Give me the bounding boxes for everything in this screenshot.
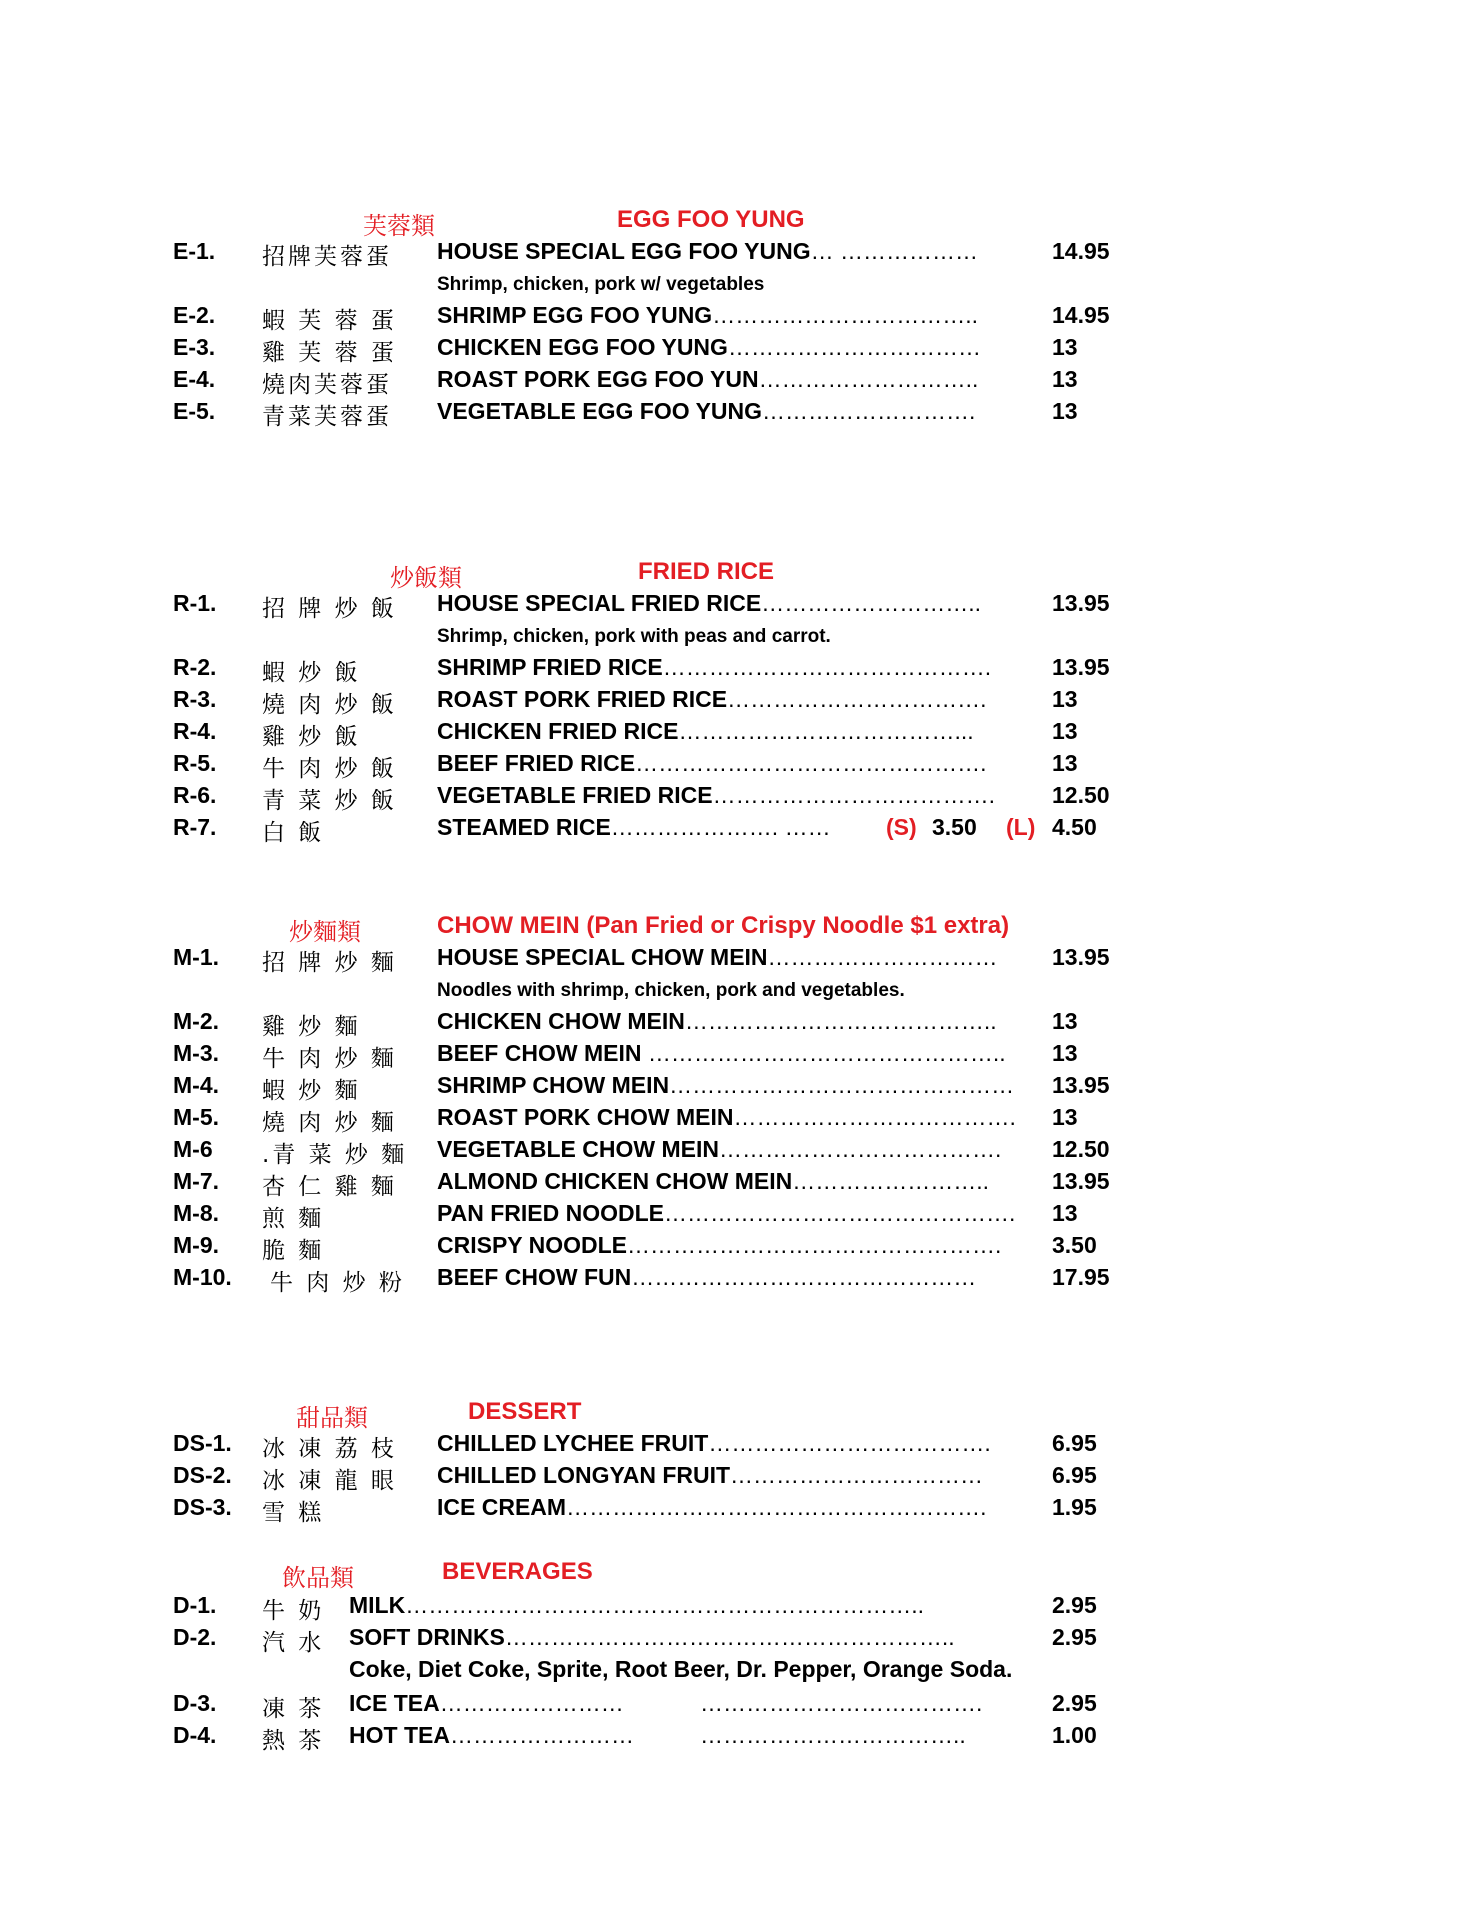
- item-price: 12.50: [1052, 782, 1110, 808]
- item-cn-name: 雞 芙 蓉 蛋: [262, 340, 397, 366]
- menu-item: [0, 1592, 1484, 1624]
- small-size-label: (S): [886, 814, 917, 840]
- dessert-heading-cn: 甜品類: [296, 1404, 368, 1432]
- item-cn-name: 招 牌 炒 麵: [262, 950, 397, 976]
- item-cn-name: 牛 肉 炒 飯: [262, 756, 397, 782]
- item-code: E-5.: [173, 398, 216, 424]
- item-code: E-2.: [173, 302, 216, 328]
- item-name: ROAST PORK EGG FOO YUN………………………..: [437, 366, 979, 392]
- item-cn-name: 蝦 炒 麵: [262, 1078, 361, 1104]
- dessert-heading-en: DESSERT: [468, 1398, 582, 1425]
- item-price: 13: [1052, 750, 1078, 776]
- item-cn-name: 招牌芙蓉蛋: [262, 244, 392, 270]
- item-name: BEEF FRIED RICE……………………………………….: [437, 750, 987, 776]
- item-price: 3.50: [1052, 1232, 1097, 1258]
- item-code: E-1.: [173, 238, 216, 264]
- item-name: STEAMED RICE…………………. ……: [437, 814, 831, 840]
- item-price: 13.95: [1052, 944, 1110, 970]
- item-code: M-7.: [173, 1168, 219, 1194]
- item-code: E-3.: [173, 334, 216, 360]
- menu-item: [0, 590, 1484, 622]
- item-price: 13: [1052, 718, 1078, 744]
- item-price: 6.95: [1052, 1430, 1097, 1456]
- menu-item: [0, 238, 1484, 270]
- item-name: MILK…………………………………………………………..: [349, 1592, 924, 1618]
- egg-heading-cn: 芙蓉類: [363, 212, 435, 240]
- menu-item: [0, 750, 1484, 782]
- item-price: 13: [1052, 1040, 1078, 1066]
- item-name: ROAST PORK CHOW MEIN……………………………….: [437, 1104, 1016, 1130]
- item-price: 13.95: [1052, 1168, 1110, 1194]
- item-code: R-3.: [173, 686, 217, 712]
- menu-item: [0, 1430, 1484, 1462]
- item-code: DS-1.: [173, 1430, 232, 1456]
- item-code: D-2.: [173, 1624, 217, 1650]
- item-code: M-2.: [173, 1008, 219, 1034]
- item-name: VEGETABLE CHOW MEIN……………………………….: [437, 1136, 1002, 1162]
- item-price: 13: [1052, 366, 1078, 392]
- item-name: ROAST PORK FRIED RICE…………………………….: [437, 686, 987, 712]
- item-code: D-4.: [173, 1722, 217, 1748]
- menu-item: [0, 1104, 1484, 1136]
- item-cn-name: 牛 奶: [262, 1598, 325, 1624]
- item-name: CHILLED LONGYAN FRUIT……………………………: [437, 1462, 984, 1488]
- small-size-price: 3.50: [932, 814, 977, 840]
- item-price: 13: [1052, 1104, 1078, 1130]
- rice-heading-en: FRIED RICE: [638, 558, 775, 585]
- large-size-price: 4.50: [1052, 814, 1097, 840]
- item-name: ICE TEA……………………: [349, 1690, 624, 1716]
- item-cn-name: .青 菜 炒 麵: [262, 1142, 408, 1168]
- item-code: DS-3.: [173, 1494, 232, 1520]
- menu-item: [0, 814, 1484, 846]
- item-description: Coke, Diet Coke, Sprite, Root Beer, Dr. Pepper, Orange Soda.: [349, 1656, 1013, 1682]
- item-code: D-3.: [173, 1690, 217, 1716]
- item-cn-name: 冰 凍 龍 眼: [262, 1468, 397, 1494]
- item-code: DS-2.: [173, 1462, 232, 1488]
- item-price: 13.95: [1052, 1072, 1110, 1098]
- menu-item: [0, 686, 1484, 718]
- item-price: 13: [1052, 1200, 1078, 1226]
- item-name: HOUSE SPECIAL EGG FOO YUNG… ………………: [437, 238, 978, 264]
- item-price: 2.95: [1052, 1690, 1097, 1716]
- item-price: 13: [1052, 398, 1078, 424]
- item-name: SOFT DRINKS…………………………………………………..: [349, 1624, 955, 1650]
- item-price: 2.95: [1052, 1624, 1097, 1650]
- item-cn-name: 白 飯: [262, 820, 325, 846]
- item-cn-name: 蝦 芙 蓉 蛋: [262, 308, 397, 334]
- item-price: 1.95: [1052, 1494, 1097, 1520]
- item-name: HOT TEA……………………: [349, 1722, 634, 1748]
- item-leader-dots: ……………………………….: [700, 1690, 983, 1716]
- item-description: Shrimp, chicken, pork w/ vegetables: [437, 274, 765, 295]
- item-price: 6.95: [1052, 1462, 1097, 1488]
- item-code: R-7.: [173, 814, 217, 840]
- item-price: 14.95: [1052, 302, 1110, 328]
- item-code: M-4.: [173, 1072, 219, 1098]
- item-code: R-4.: [173, 718, 217, 744]
- item-price: 13: [1052, 1008, 1078, 1034]
- menu-item: [0, 782, 1484, 814]
- menu-item: [0, 1040, 1484, 1072]
- item-name: VEGETABLE EGG FOO YUNG……………………….: [437, 398, 976, 424]
- item-cn-name: 青 菜 炒 飯: [262, 788, 397, 814]
- mein-heading-cn: 炒麵類: [289, 918, 361, 946]
- menu-item: [0, 1462, 1484, 1494]
- item-cn-name: 汽 水: [262, 1630, 325, 1656]
- item-name: HOUSE SPECIAL FRIED RICE………………………..: [437, 590, 981, 616]
- item-cn-name: 蝦 炒 飯: [262, 660, 361, 686]
- item-name: CHICKEN CHOW MEIN…………………………………..: [437, 1008, 997, 1034]
- menu-item: [0, 654, 1484, 686]
- item-price: 13.95: [1052, 654, 1110, 680]
- item-description: Shrimp, chicken, pork with peas and carrot.: [437, 626, 831, 647]
- item-price: 13: [1052, 686, 1078, 712]
- item-description: Noodles with shrimp, chicken, pork and vegetables.: [437, 980, 905, 1001]
- item-price: 1.00: [1052, 1722, 1097, 1748]
- item-code: M-10.: [173, 1264, 232, 1290]
- item-name: HOUSE SPECIAL CHOW MEIN…………………………: [437, 944, 998, 970]
- item-cn-name: 脆 麵: [262, 1238, 325, 1264]
- item-code: M-6: [173, 1136, 213, 1162]
- item-cn-name: 雪 糕: [262, 1500, 325, 1526]
- mein-heading-en: CHOW MEIN (Pan Fried or Crispy Noodle $1 extra): [437, 912, 1010, 939]
- large-size-label: (L): [1006, 814, 1036, 840]
- item-name: CRISPY NOODLE………………………………………….: [437, 1232, 1002, 1258]
- item-cn-name: 燒 肉 炒 麵: [262, 1110, 397, 1136]
- item-code: R-6.: [173, 782, 217, 808]
- item-cn-name: 牛 肉 炒 粉: [270, 1270, 405, 1296]
- menu-item: [0, 718, 1484, 750]
- item-price: 13.95: [1052, 590, 1110, 616]
- menu-item: [0, 1722, 1484, 1754]
- item-name: ICE CREAM……………………………………………….: [437, 1494, 987, 1520]
- item-cn-name: 招 牌 炒 飯: [262, 596, 397, 622]
- bev-heading-cn: 飲品類: [282, 1564, 354, 1592]
- menu-item: [0, 1168, 1484, 1200]
- item-cn-name: 凍 茶: [262, 1696, 325, 1722]
- item-name: CHICKEN EGG FOO YUNG……………………………: [437, 334, 981, 360]
- item-code: M-5.: [173, 1104, 219, 1130]
- menu-item: [0, 366, 1484, 398]
- item-cn-name: 牛 肉 炒 麵: [262, 1046, 397, 1072]
- item-code: M-3.: [173, 1040, 219, 1066]
- item-cn-name: 熱 茶: [262, 1728, 325, 1754]
- item-code: M-9.: [173, 1232, 219, 1258]
- item-code: R-2.: [173, 654, 217, 680]
- item-name: BEEF CHOW FUN………………………………………: [437, 1264, 977, 1290]
- menu-item: [0, 334, 1484, 366]
- item-cn-name: 冰 凍 荔 枝: [262, 1436, 397, 1462]
- item-cn-name: 青菜芙蓉蛋: [262, 404, 392, 430]
- menu-item: [0, 398, 1484, 430]
- item-name: CHICKEN FRIED RICE………………………………...: [437, 718, 974, 744]
- item-cn-name: 雞 炒 飯: [262, 724, 361, 750]
- menu-item: [0, 1624, 1484, 1656]
- rice-heading-cn: 炒飯類: [390, 564, 462, 592]
- item-name: SHRIMP EGG FOO YUNG……………………………..: [437, 302, 978, 328]
- menu-item: [0, 1072, 1484, 1104]
- item-code: D-1.: [173, 1592, 217, 1618]
- item-name: BEEF CHOW MEIN ………………………………………..: [437, 1040, 1006, 1066]
- menu-item: [0, 1690, 1484, 1722]
- item-name: CHILLED LYCHEE FRUIT……………………………….: [437, 1430, 991, 1456]
- item-code: M-8.: [173, 1200, 219, 1226]
- item-code: R-5.: [173, 750, 217, 776]
- item-name: SHRIMP CHOW MEIN………………………………………: [437, 1072, 1015, 1098]
- item-code: E-4.: [173, 366, 216, 392]
- item-name: VEGETABLE FRIED RICE……………………………….: [437, 782, 995, 808]
- item-cn-name: 煎 麵: [262, 1206, 325, 1232]
- item-name: ALMOND CHICKEN CHOW MEIN……………………..: [437, 1168, 989, 1194]
- item-price: 17.95: [1052, 1264, 1110, 1290]
- bev-heading-en: BEVERAGES: [442, 1558, 593, 1585]
- item-price: 12.50: [1052, 1136, 1110, 1162]
- menu-item: [0, 1136, 1484, 1168]
- menu-item: [0, 1232, 1484, 1264]
- menu-item: [0, 1008, 1484, 1040]
- item-code: M-1.: [173, 944, 219, 970]
- menu-item: [0, 1200, 1484, 1232]
- item-cn-name: 燒 肉 炒 飯: [262, 692, 397, 718]
- item-cn-name: 燒肉芙蓉蛋: [262, 372, 392, 398]
- item-cn-name: 杏 仁 雞 麵: [262, 1174, 397, 1200]
- item-leader-dots: ……………………………..: [700, 1722, 966, 1748]
- item-name: PAN FRIED NOODLE……………………………………….: [437, 1200, 1016, 1226]
- item-code: R-1.: [173, 590, 217, 616]
- menu-item: [0, 1494, 1484, 1526]
- menu-item: [0, 1264, 1484, 1296]
- item-price: 14.95: [1052, 238, 1110, 264]
- item-cn-name: 雞 炒 麵: [262, 1014, 361, 1040]
- menu-item: [0, 302, 1484, 334]
- item-price: 13: [1052, 334, 1078, 360]
- item-name: SHRIMP FRIED RICE…………………………………….: [437, 654, 992, 680]
- menu-item: [0, 944, 1484, 976]
- egg-heading-en: EGG FOO YUNG: [617, 206, 805, 233]
- item-price: 2.95: [1052, 1592, 1097, 1618]
